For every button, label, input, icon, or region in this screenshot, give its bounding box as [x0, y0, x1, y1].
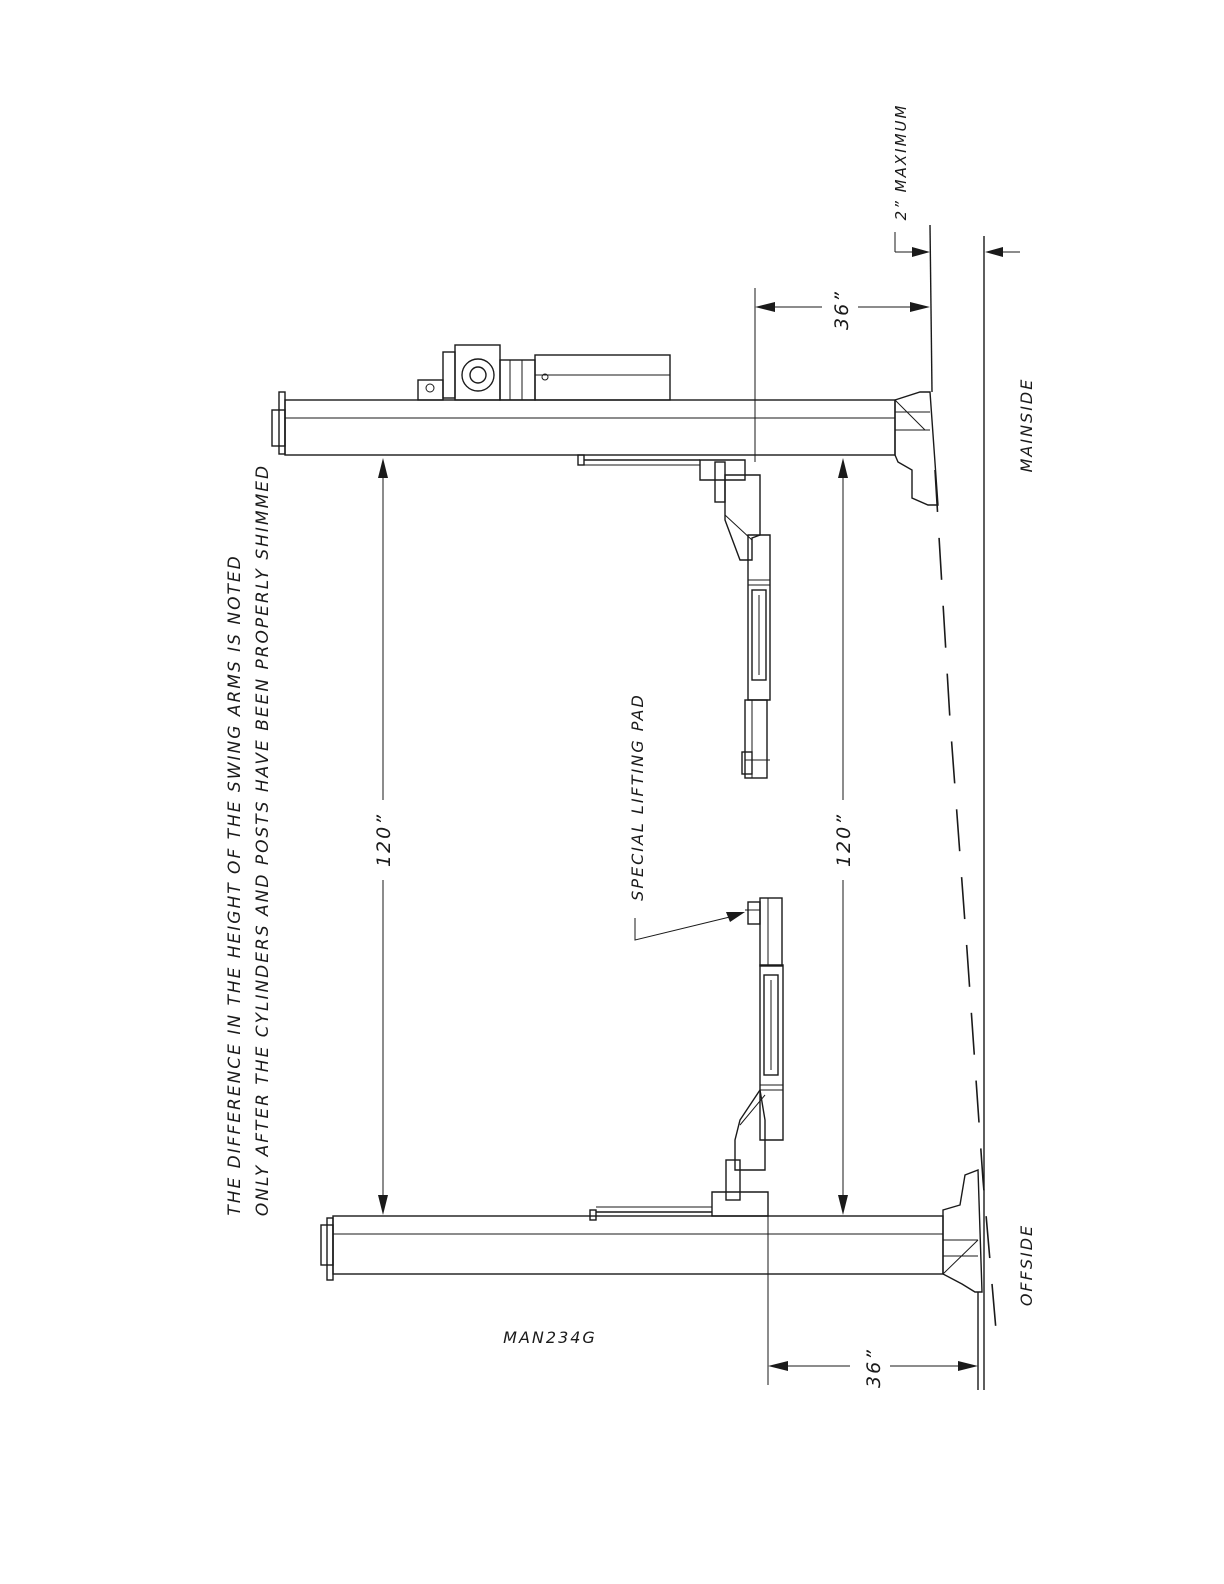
- drawing-number: MAN234G: [503, 1328, 597, 1347]
- offside-36-label: 36”: [863, 1347, 885, 1389]
- mainside-36-label: 36”: [831, 289, 853, 331]
- dimension-2in-maximum: [895, 232, 1020, 257]
- offside-swing-arm: [590, 898, 783, 1220]
- dimension-top-label: 120”: [373, 812, 395, 868]
- maximum-label: 2” MAXIMUM: [892, 103, 910, 221]
- note-line-1: THE DIFFERENCE IN THE HEIGHT OF THE SWING ARMS IS NOTED: [225, 554, 245, 1216]
- offside-post: [321, 1170, 982, 1292]
- note-line-2: ONLY AFTER THE CYLINDERS AND POSTS HAVE BEEN PROPERLY SHIMMED: [253, 463, 273, 1217]
- mainside-post: [272, 392, 938, 505]
- power-unit: [418, 345, 670, 400]
- dimension-bottom-label: 120”: [833, 812, 855, 868]
- offside-label: OFFSIDE: [1017, 1223, 1036, 1307]
- mainside-label: MAINSIDE: [1017, 377, 1036, 473]
- floor-lines: [930, 225, 996, 1390]
- mainside-swing-arm: [578, 455, 770, 778]
- lifting-pad-leader: [635, 912, 745, 940]
- lifting-pad-label: SPECIAL LIFTING PAD: [628, 693, 647, 901]
